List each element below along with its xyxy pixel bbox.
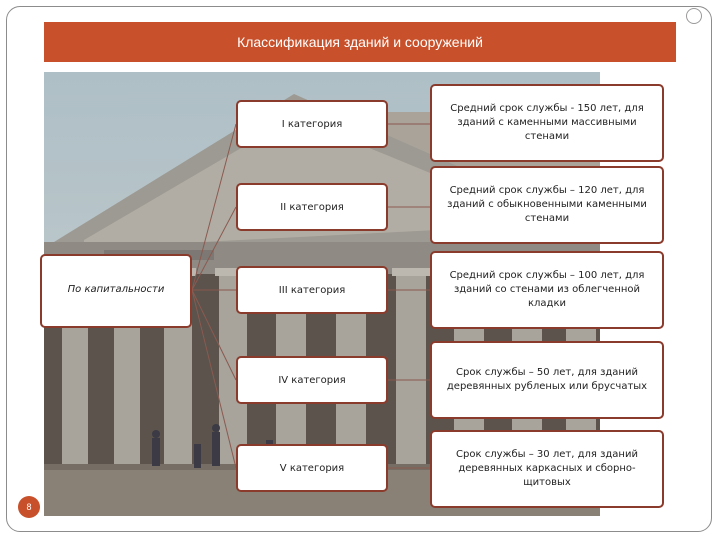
category-box-3: III категория <box>236 266 388 314</box>
root-box: По капитальности <box>40 254 192 328</box>
description-box-5: Срок службы – 30 лет, для зданий деревянных каркасных и сборно-щитовых <box>430 430 664 508</box>
page-number-badge: 8 <box>18 496 40 518</box>
description-box-2: Средний срок службы – 120 лет, для зданий с обыкновенными каменными стенами <box>430 166 664 244</box>
category-box-4: IV категория <box>236 356 388 404</box>
description-box-4: Срок службы – 50 лет, для зданий деревянных рубленых или брусчатых <box>430 341 664 419</box>
slide-title: Классификация зданий и сооружений <box>44 22 676 62</box>
category-box-1: I категория <box>236 100 388 148</box>
description-box-1: Средний срок службы - 150 лет, для зданий с каменными массивными стенами <box>430 84 664 162</box>
description-box-3: Средний срок службы – 100 лет, для зданий со стенами из облегченной кладки <box>430 251 664 329</box>
category-box-2: II категория <box>236 183 388 231</box>
category-box-5: V категория <box>236 444 388 492</box>
